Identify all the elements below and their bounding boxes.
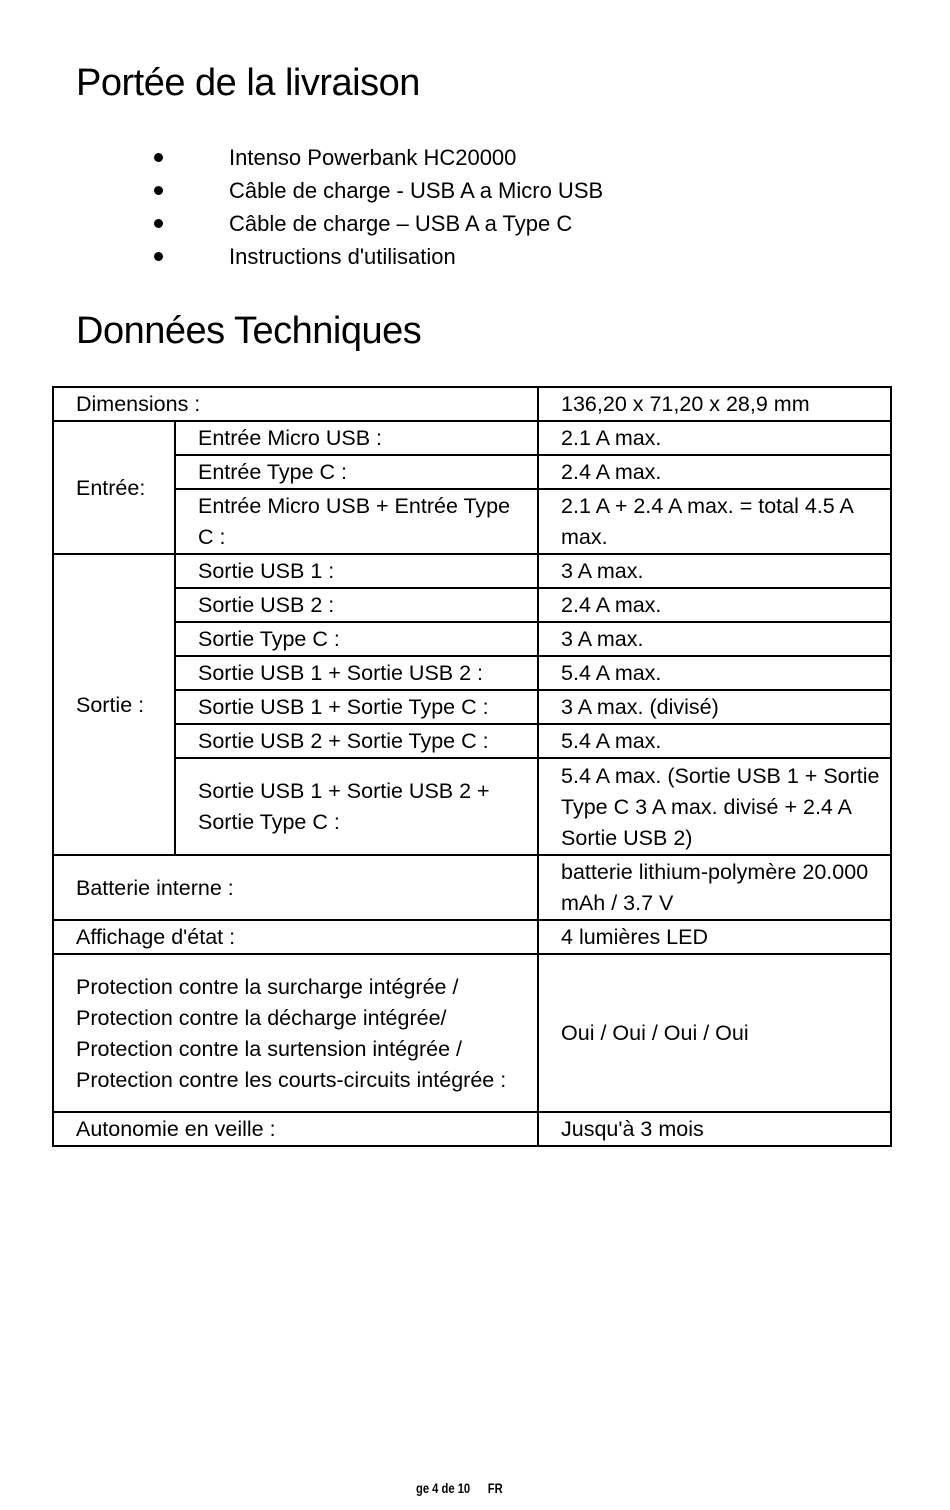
scope-heading: Portée de la livraison: [76, 62, 420, 104]
bullet-icon: [154, 219, 163, 228]
page-footer: [416, 1480, 503, 1496]
output-label: Sortie USB 1 + Sortie USB 2 :: [175, 656, 538, 690]
input-value: 2.1 A max.: [538, 421, 891, 455]
protection-label: Protection contre la surcharge intégrée / Protection contre la décharge intégrée/ Protection contre la surtension intégrée / Protection contre les courts-circuits intégrée :: [53, 954, 538, 1112]
battery-label: Batterie interne :: [53, 855, 538, 920]
spec-table: [52, 386, 892, 1147]
scope-list: [150, 141, 603, 273]
table-row: [53, 954, 891, 1112]
bullet-icon: [154, 186, 163, 195]
tech-heading: Données Techniques: [76, 310, 422, 352]
input-group-label: Entrée:: [53, 421, 175, 554]
bullet-icon: [154, 252, 163, 261]
output-label: Sortie USB 2 + Sortie Type C :: [175, 724, 538, 758]
output-value: 2.4 A max.: [538, 588, 891, 622]
battery-value: batterie lithium-polymère 20.000 mAh / 3.7 V: [538, 855, 891, 920]
table-row: [53, 758, 891, 855]
input-label: Entrée Micro USB :: [175, 421, 538, 455]
bullet-icon: [154, 153, 163, 162]
dimensions-value: 136,20 x 71,20 x 28,9 mm: [538, 387, 891, 421]
input-value: 2.1 A + 2.4 A max. = total 4.5 A max.: [538, 489, 891, 554]
output-label: Sortie USB 1 :: [175, 554, 538, 588]
list-item: Câble de charge - USB A a Micro USB: [150, 174, 603, 207]
table-row: [53, 387, 891, 421]
table-row: [53, 855, 891, 920]
table-row: [53, 724, 891, 758]
list-item: Instructions d'utilisation: [150, 240, 603, 273]
table-row: [53, 588, 891, 622]
language-code: FR: [487, 1480, 503, 1496]
output-label: Sortie Type C :: [175, 622, 538, 656]
table-row: [53, 455, 891, 489]
table-row: [53, 489, 891, 554]
table-row: [53, 656, 891, 690]
input-value: 2.4 A max.: [538, 455, 891, 489]
status-display-label: Affichage d'état :: [53, 920, 538, 954]
output-label: Sortie USB 2 :: [175, 588, 538, 622]
output-value: 3 A max.: [538, 622, 891, 656]
page-number: ge 4 de 10: [416, 1480, 471, 1496]
status-display-value: 4 lumières LED: [538, 920, 891, 954]
table-row: [53, 554, 891, 588]
table-row: [53, 622, 891, 656]
standby-value: Jusqu'à 3 mois: [538, 1112, 891, 1146]
list-item: Intenso Powerbank HC20000: [150, 141, 603, 174]
table-row: [53, 1112, 891, 1146]
table-row: [53, 690, 891, 724]
output-value: 5.4 A max.: [538, 724, 891, 758]
table-row: [53, 920, 891, 954]
input-label: Entrée Type C :: [175, 455, 538, 489]
output-value: 5.4 A max. (Sortie USB 1 + Sortie Type C 3 A max. divisé + 2.4 A Sortie USB 2): [538, 758, 891, 855]
output-group-label: Sortie :: [53, 554, 175, 855]
dimensions-label: Dimensions :: [53, 387, 538, 421]
input-label: Entrée Micro USB + Entrée Type C :: [175, 489, 538, 554]
output-value: 5.4 A max.: [538, 656, 891, 690]
list-item: Câble de charge – USB A a Type C: [150, 207, 603, 240]
output-value: 3 A max. (divisé): [538, 690, 891, 724]
output-value: 3 A max.: [538, 554, 891, 588]
output-label: Sortie USB 1 + Sortie Type C :: [175, 690, 538, 724]
table-row: [53, 421, 891, 455]
standby-label: Autonomie en veille :: [53, 1112, 538, 1146]
output-label: Sortie USB 1 + Sortie USB 2 + Sortie Type C :: [175, 758, 538, 855]
protection-value: Oui / Oui / Oui / Oui: [538, 954, 891, 1112]
